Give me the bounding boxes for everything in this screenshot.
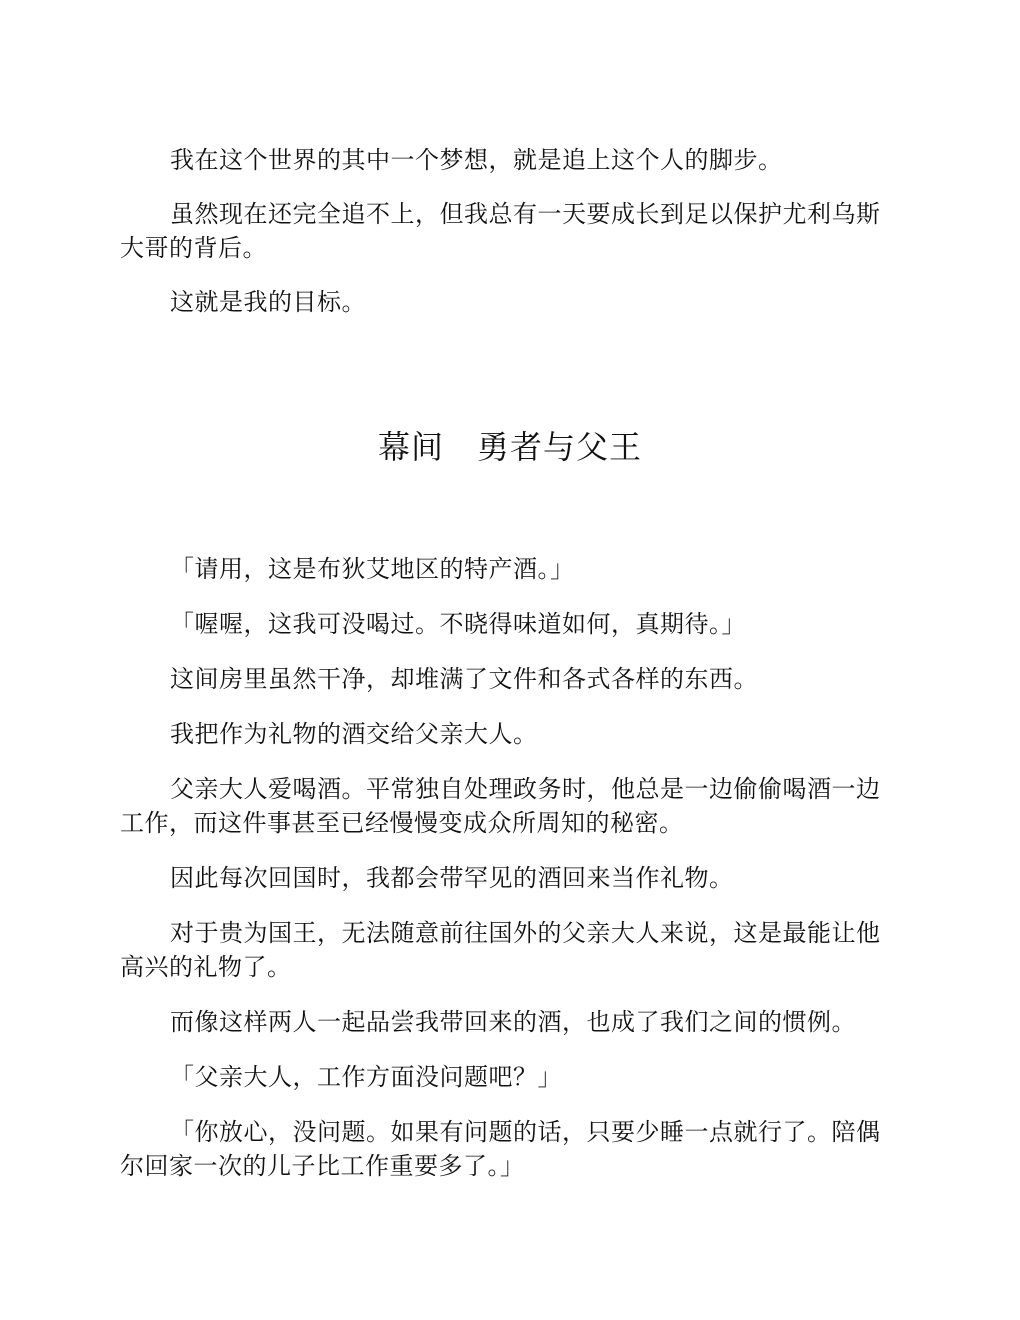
chapter-body <box>120 552 900 1204</box>
paragraph: 「喔喔，这我可没喝过。不晓得味道如何，真期待。」 <box>170 610 746 638</box>
intro-section <box>120 143 900 339</box>
paragraph: 父亲大人爱喝酒。平常独自处理政务时，他总是一边偷偷喝酒一边工作，而这件事甚至已经慢慢变成众所周知的秘密。 <box>120 775 881 837</box>
paragraph: 虽然现在还完全追不上，但我总有一天要成长到足以保护尤利乌斯大哥的背后。 <box>120 200 881 262</box>
paragraph: 我在这个世界的其中一个梦想，就是追上这个人的脚步。 <box>170 146 783 174</box>
chapter-title: 幕间 勇者与父王 <box>377 428 642 466</box>
paragraph: 我把作为礼物的酒交给父亲大人。 <box>170 720 538 748</box>
paragraph: 「请用，这是布狄艾地区的特产酒。」 <box>170 555 575 583</box>
paragraph: 这就是我的目标。 <box>170 288 366 316</box>
paragraph: 因此每次回国时，我都会带罕见的酒回来当作礼物。 <box>170 864 734 892</box>
paragraph: 而像这样两人一起品尝我带回来的酒，也成了我们之间的惯例。 <box>170 1008 856 1036</box>
paragraph: 对于贵为国王，无法随意前往国外的父亲大人来说，这是最能让他高兴的礼物了。 <box>120 919 881 981</box>
paragraph: 「父亲大人，工作方面没问题吧？」 <box>170 1063 562 1091</box>
paragraph: 这间房里虽然干净，却堆满了文件和各式各样的东西。 <box>170 665 758 693</box>
paragraph: 「你放心，没问题。如果有问题的话，只要少睡一点就行了。陪偶尔回家一次的儿子比工作重要多了。」 <box>120 1118 881 1180</box>
